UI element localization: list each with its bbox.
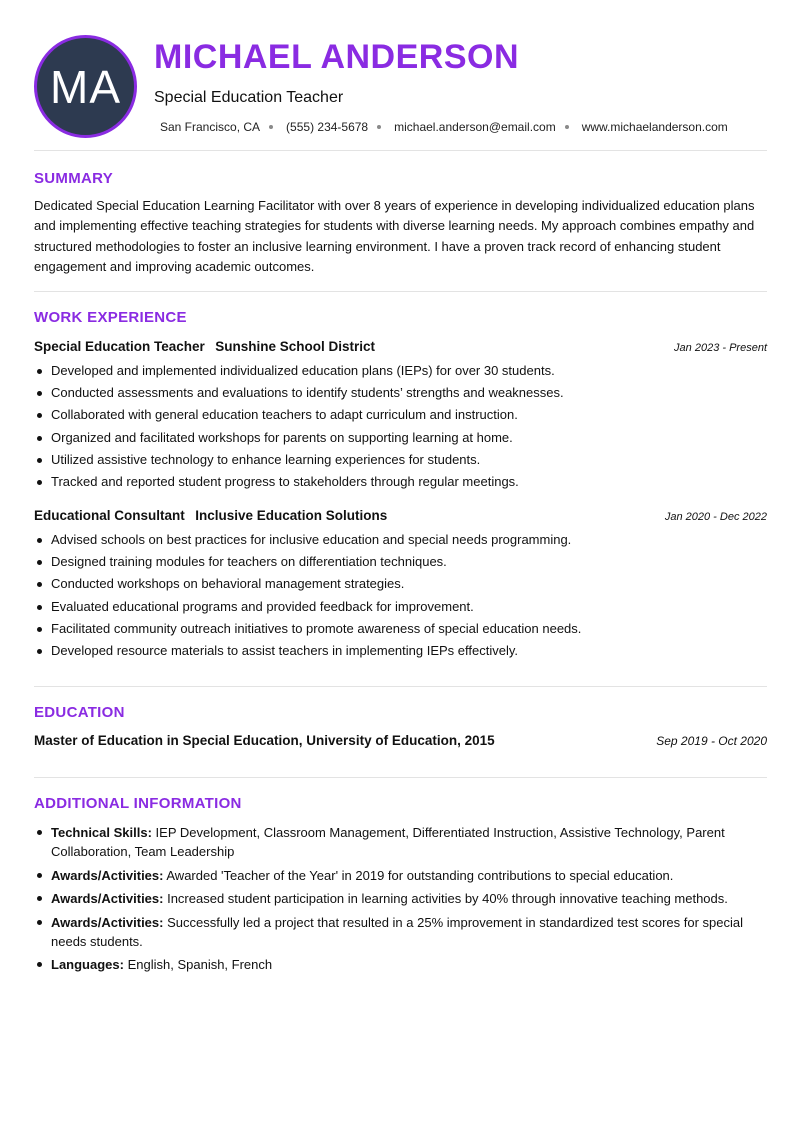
- info-text: Awarded 'Teacher of the Year' in 2019 for outstanding contributions to special education.: [166, 867, 674, 883]
- list-item: [34, 866, 767, 885]
- additional-heading: ADDITIONAL INFORMATION: [34, 795, 242, 812]
- info-text: English, Spanish, French: [127, 957, 273, 972]
- list-item: Organized and facilitated workshops for parents on supporting learning at home.: [34, 430, 767, 446]
- job-bullets: [34, 532, 767, 665]
- list-item: Evaluated educational programs and provided feedback for improvement.: [34, 599, 767, 615]
- education-degree: Master of Education in Special Education, University of Education, 2015: [34, 733, 495, 748]
- list-item: Facilitated community outreach initiatives to promote awareness of special education needs.: [34, 621, 767, 637]
- job-company: Sunshine School District: [215, 339, 376, 354]
- list-item: [34, 913, 767, 951]
- info-text: Increased student participation in learning activities by 40% through innovative teaching methods.: [167, 891, 728, 906]
- additional-list: [34, 823, 767, 979]
- job-header: [34, 338, 767, 356]
- info-text: IEP Development, Classroom Management, Differentiated Instruction, Assistive Technology, Parent Collaboration, Team Leadership: [51, 825, 725, 859]
- avatar-initials: MA: [50, 60, 121, 113]
- job-role: Educational Consultant: [34, 508, 185, 523]
- info-label: Awards/Activities:: [51, 867, 164, 883]
- contact-website[interactable]: www.michaelanderson.com: [581, 120, 728, 134]
- avatar: [34, 35, 137, 138]
- candidate-title: Special Education Teacher: [154, 89, 344, 106]
- job-company: Inclusive Education Solutions: [195, 508, 388, 523]
- list-item: Conducted assessments and evaluations to identify students’ strengths and weaknesses.: [34, 385, 767, 401]
- info-label: Awards/Activities:: [51, 914, 164, 930]
- list-item: Tracked and reported student progress to stakeholders through regular meetings.: [34, 474, 767, 490]
- info-text: Successfully led a project that resulted in a 25% improvement in standardized test scores for special needs students.: [51, 914, 743, 949]
- contact-phone[interactable]: (555) 234-5678: [286, 120, 369, 134]
- list-item: Designed training modules for teachers on differentiation techniques.: [34, 554, 767, 570]
- job-dates: Jan 2020 - Dec 2022: [664, 511, 767, 523]
- separator-dot-icon: [377, 125, 381, 129]
- section-divider: [34, 686, 767, 687]
- section-divider: [34, 777, 767, 778]
- list-item: [34, 889, 767, 908]
- candidate-name: MICHAEL ANDERSON: [154, 38, 520, 76]
- list-item: Developed resource materials to assist teachers in implementing IEPs effectively.: [34, 643, 767, 659]
- info-label: Languages:: [51, 957, 124, 972]
- experience-heading: WORK EXPERIENCE: [34, 309, 187, 326]
- info-label: Awards/Activities:: [51, 891, 164, 906]
- contact-bar: [160, 120, 728, 134]
- education-entry: [34, 733, 767, 748]
- info-label: Technical Skills:: [51, 825, 152, 840]
- list-item: Utilized assistive technology to enhance learning experiences for students.: [34, 452, 767, 468]
- job-header: [34, 507, 767, 525]
- section-divider: [34, 291, 767, 292]
- list-item: [34, 823, 767, 861]
- separator-dot-icon: [269, 125, 273, 129]
- education-heading: EDUCATION: [34, 704, 125, 721]
- list-item: [34, 955, 767, 974]
- summary-heading: SUMMARY: [34, 170, 114, 187]
- job-role: Special Education Teacher: [34, 339, 205, 354]
- education-dates: Sep 2019 - Oct 2020: [656, 734, 767, 748]
- summary-text: Dedicated Special Education Learning Facilitator with over 8 years of experience in developing individualized education plans and implementing effective teaching strategies for students with diverse learning needs. My approach combines empathy and structured methodologies to foster an inclusive learning environment. I have a proven track record of enhancing student engagement and improving academic outcomes.: [34, 198, 755, 274]
- resume-header: [0, 0, 800, 150]
- job-bullets: [34, 363, 767, 496]
- separator-dot-icon: [565, 125, 569, 129]
- list-item: Conducted workshops on behavioral management strategies.: [34, 576, 767, 592]
- list-item: Advised schools on best practices for inclusive education and special needs programming.: [34, 532, 767, 548]
- contact-email[interactable]: michael.anderson@email.com: [394, 120, 556, 134]
- job-dates: Jan 2023 - Present: [674, 342, 767, 354]
- list-item: Collaborated with general education teachers to adapt curriculum and instruction.: [34, 407, 767, 423]
- section-divider: [34, 150, 767, 151]
- list-item: Developed and implemented individualized education plans (IEPs) for over 30 students.: [34, 363, 767, 379]
- contact-location: San Francisco, CA: [160, 120, 261, 134]
